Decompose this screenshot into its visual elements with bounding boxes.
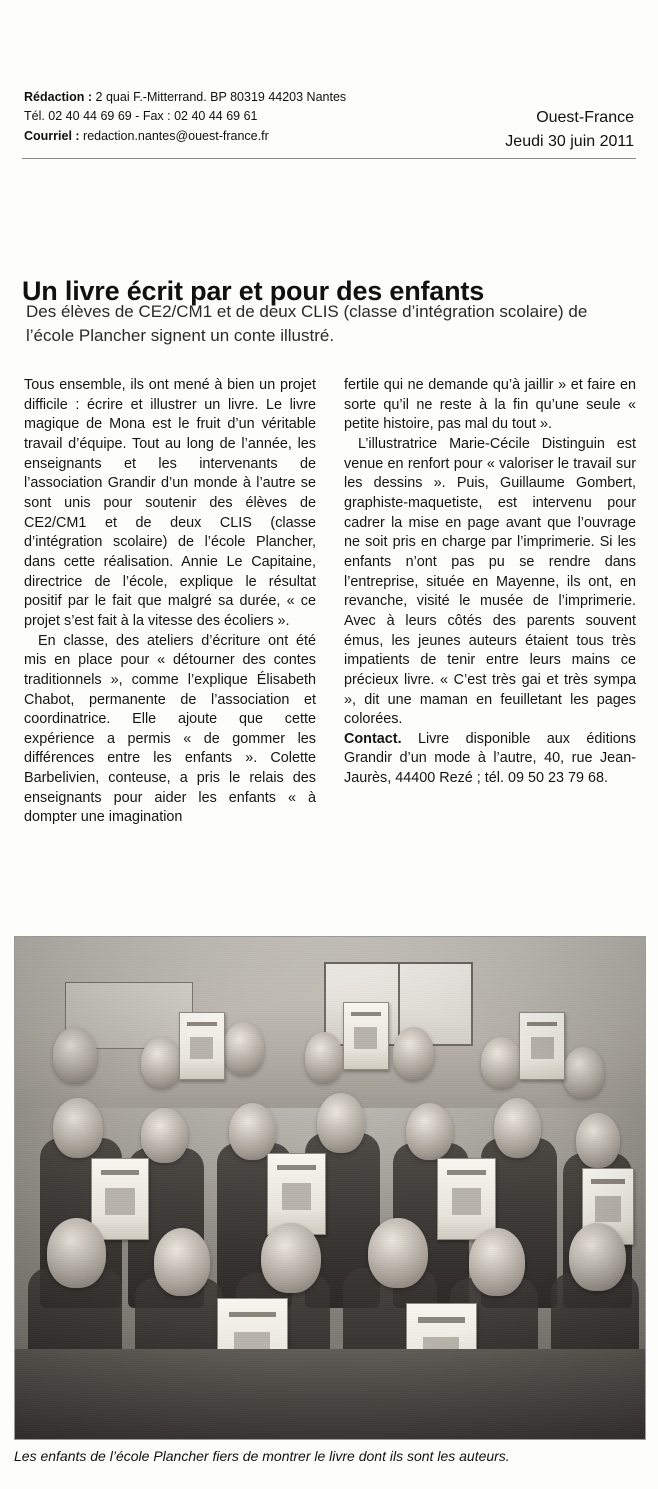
photo-image [15, 937, 645, 1439]
masthead-contact-info [24, 88, 346, 146]
contact-label: Contact. [344, 730, 402, 747]
article-standfirst: Des élèves de CE2/CM1 et de deux CLIS (classe d’intégration scolaire) de l’école Plancher signent un conte illustré. [26, 302, 588, 346]
masthead-email-text: redaction.nantes@ouest-france.fr [79, 128, 269, 143]
masthead-address-text: 2 quai F.-Mitterrand. BP 80319 44203 Nantes [92, 90, 347, 104]
article-column-left [24, 376, 316, 828]
article-column-right [344, 376, 636, 828]
paragraph: Tous ensemble, ils ont mené à bien un projet difficile : écrire et illustrer un livre. Le livre magique de Mona est le fruit d’un véritable travail d’équipe. Tout au long de l’année, les enseignants et les intervenants de l’association Grandir d’un monde à l’autre se sont unis pour soutenir des élèves de CE2/CM1 et de deux CLIS (classe d’intégration scolaire) de l’école Plancher, dans cette réalisation. Annie Le Capitaine, directrice de l’école, explique le résultat positif par le fait que malgré sa durée, « ce projet s’est fait à la vitesse des écoliers ». [24, 377, 316, 629]
article-body [24, 376, 636, 828]
contact-paragraph [344, 730, 636, 789]
photo-vignette [15, 937, 645, 1439]
contact-details: Livre disponible aux éditions Grandir d’un mode à l’autre, 40, rue Jean-Jaurès, 44400 Rezé ; tél. 09 50 23 79 68. [344, 730, 636, 787]
article-photo [14, 936, 646, 1440]
masthead-email-label: Courriel : [24, 128, 80, 143]
article-headline: Un livre écrit par et pour des enfants [22, 276, 485, 307]
paragraph: fertile qui ne demande qu’à jaillir » et faire en sorte qu’il ne reste à la fin qu’une seule « petite histoire, pas mal du tout ». [344, 377, 636, 433]
publication-name: Ouest-France [536, 109, 634, 126]
paragraph: L’illustratrice Marie-Cécile Distinguin est venue en renfort pour « valoriser le travail sur les dessins ». Puis, Guillaume Gombert, graphiste-maquetiste, est intervenu pour cadrer la mise en page avant que l’ouvrage ne soit pris en charge par l’imprimerie. Si les enfants n’ont pas pu se rendre dans l’entreprise, située en Mayenne, ils ont, en revanche, visité le musée de l’imprimerie. Avec à leurs côtés des parents souvent émus, les jeunes auteurs étaient tous très impatients de tenir entre leurs mains ce précieux livre. « C’est très gai et très sympa », dit une maman en feuilletant les pages colorées. [344, 435, 636, 728]
photo-caption: Les enfants de l’école Plancher fiers de montrer le livre dont ils sont les auteurs. [14, 1448, 510, 1464]
masthead-address-label: Rédaction : [24, 90, 93, 104]
masthead-email-line [24, 127, 346, 146]
publication-date: Jeudi 30 juin 2011 [505, 133, 634, 150]
masthead-publication-block [505, 88, 634, 154]
paragraph: En classe, des ateliers d’écriture ont été mis en place pour « détourner des contes traditionnels », comme l’explique Élisabeth Chabot, permanente de l’association et coordinatrice. Elle ajoute que cette expérience a permis « de gommer les différences entre les enfants ». Colette Barbelivien, conteuse, a pris le relais des enseignants pour aider les enfants « à dompter une imagination [24, 632, 316, 826]
masthead-address-line [24, 88, 346, 107]
masthead-phone-line: Tél. 02 40 44 69 69 - Fax : 02 40 44 69 61 [24, 109, 258, 124]
header-divider [22, 158, 636, 159]
masthead [24, 88, 634, 154]
